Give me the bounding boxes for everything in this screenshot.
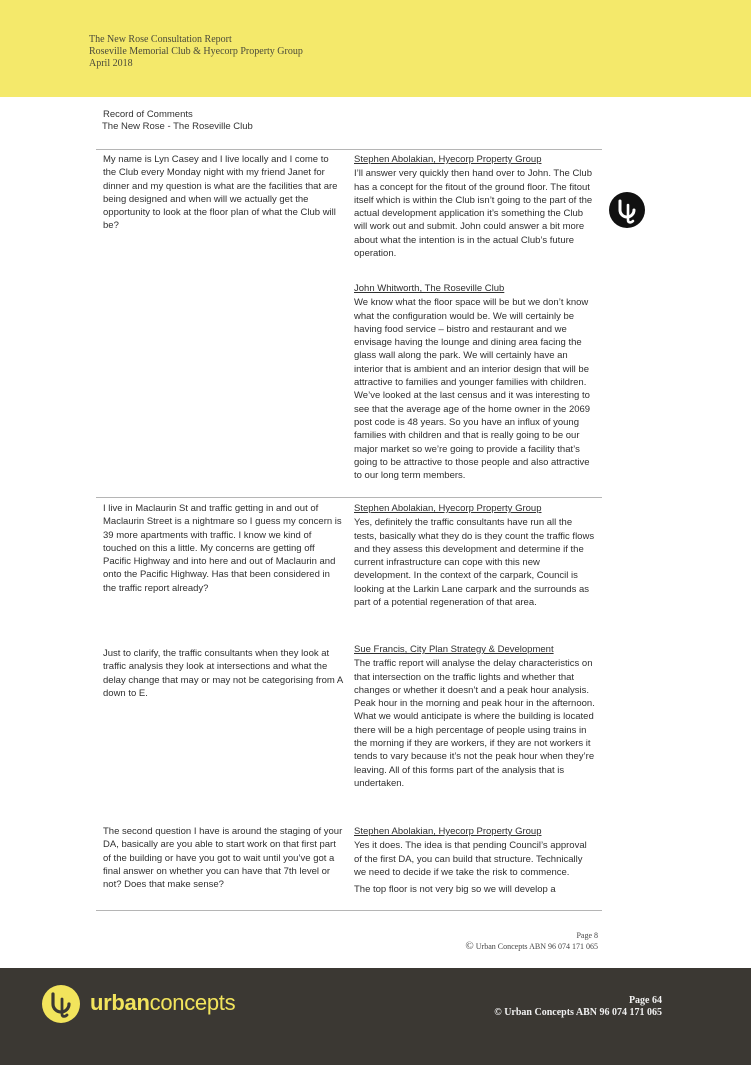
inner-page-footer bbox=[0, 930, 598, 952]
footer-page-info bbox=[494, 995, 662, 1019]
report-title-line1: The New Rose Consultation Report bbox=[89, 34, 232, 45]
copyright-icon: © bbox=[465, 940, 474, 952]
report-date: April 2018 bbox=[89, 58, 133, 69]
answer-5-speaker: Stephen Abolakian, Hyecorp Property Group bbox=[354, 826, 542, 837]
answer-2-text: We know what the floor space will be but we don’t know what the configuration would be. We will certainly be having food service – bistro and restaurant and we envisage having the lounge and dining area facing the glass wall along the park. We will certainly have an interior that is ambient and an interior design that will be attractive to families and younger families with children. We’ve looked at the last census and it was interesting to see that the average age of the home owner in the 2069 post code is 48 years. So you have an influx of young families with children and that is really going to be our major market so we’re going to provide a facility that’s going to be attractive to those people and also attractive to our long term members. bbox=[354, 297, 591, 482]
answer-5-continuation: The top floor is not very big so we will develop a bbox=[354, 884, 556, 896]
question-1: My name is Lyn Casey and I live locally and I come to the Club every Monday night with my friend Janet for dinner and my question is what are the facilities that are being designed and when will we actually get the opportunity to look at the floor plan of what the Club will be? bbox=[103, 154, 338, 232]
record-heading bbox=[103, 109, 253, 133]
record-subtitle: The New Rose - The Roseville Club bbox=[102, 121, 253, 132]
report-title bbox=[89, 34, 303, 70]
answer-5 bbox=[354, 825, 597, 905]
table-divider bbox=[96, 497, 602, 498]
answer-5-text: Yes it does. The idea is that pending Council’s approval of the first DA, you can build that structure. Technically we need to decide if we take the risk to commence. bbox=[354, 840, 587, 878]
answer-4-speaker: Sue Francis, City Plan Strategy & Development bbox=[354, 644, 554, 655]
inner-page-number: Page 8 bbox=[576, 931, 598, 940]
answer-2 bbox=[354, 282, 597, 491]
question-2: I live in Maclaurin St and traffic getting in and out of Maclaurin Street is a nightmare so I guess my concern is 39 more apartments with traffic. I know we kind of touched on this a little. My concerns are getting off Pacific Highway and into here and out of Maclaurin and onto the Pacific Highway. Has that been considered in the traffic report already? bbox=[103, 503, 342, 594]
brand-wordmark bbox=[90, 990, 235, 1016]
answer-1 bbox=[354, 153, 597, 269]
answer-2-speaker: John Whitworth, The Roseville Club bbox=[354, 283, 505, 294]
header-band bbox=[0, 0, 751, 97]
question-4: The second question I have is around the staging of your DA, basically are you able to start work on that first part of the building or have you got to wait until you’ve got a final answer on whether you can have that 7th level or not? Does that make sense? bbox=[103, 826, 343, 891]
answer-3 bbox=[354, 502, 597, 618]
answer-3-speaker: Stephen Abolakian, Hyecorp Property Group bbox=[354, 503, 542, 514]
answer-4-text: The traffic report will analyse the delay characteristics on that intersection on the traffic lights and whether that changes or whether it doesn’t and a peak hour analysis. Peak hour in the morning and peak hour in the afternoon. What we would anticipate is where the building is located there will be a high percentage of people using trains in the morning if they are workers, if they are not workers it tends to vary because it’s not the peak hour when they’re leaving. All of this forms part of the analysis that is undertaken. bbox=[354, 658, 595, 789]
record-title: Record of Comments bbox=[103, 109, 193, 120]
answer-4 bbox=[354, 643, 597, 799]
brand-light: concepts bbox=[149, 990, 236, 1015]
question-3: Just to clarify, the traffic consultants when they look at traffic analysis they look at intersections and what the delay change that may or may not be categorising from A down to E. bbox=[103, 648, 343, 699]
urban-concepts-logo-icon bbox=[609, 192, 645, 228]
table-divider bbox=[96, 149, 602, 150]
report-title-line2: Roseville Memorial Club & Hyecorp Property Group bbox=[89, 46, 303, 57]
answer-1-speaker: Stephen Abolakian, Hyecorp Property Group bbox=[354, 154, 542, 165]
table-divider bbox=[96, 910, 602, 911]
brand-bold: urban bbox=[90, 990, 150, 1015]
footer-page-number: Page 64 bbox=[628, 995, 662, 1006]
inner-copyright: Urban Concepts ABN 96 074 171 065 bbox=[475, 942, 598, 951]
answer-3-text: Yes, definitely the traffic consultants have run all the tests, basically what they do is they count the traffic flows and they assess this development and determine if the current infrastructure can cope with this new development. In the context of the carpark, Council is looking at the Larkin Lane carpark and the surrounds as part of a potential regeneration of that area. bbox=[354, 517, 595, 609]
footer-copyright: © Urban Concepts ABN 96 074 171 065 bbox=[494, 1007, 662, 1018]
urban-concepts-footer-logo-icon bbox=[42, 985, 80, 1023]
answer-1-text: I’ll answer very quickly then hand over to John. The Club has a concept for the fitout of the ground floor. The fitout itself which is within the Club isn’t going to the part of the actual development application it’s something the Club will work out and submit. John could answer a bit more about what the intention is in the actual Club’s future operation. bbox=[354, 168, 593, 260]
